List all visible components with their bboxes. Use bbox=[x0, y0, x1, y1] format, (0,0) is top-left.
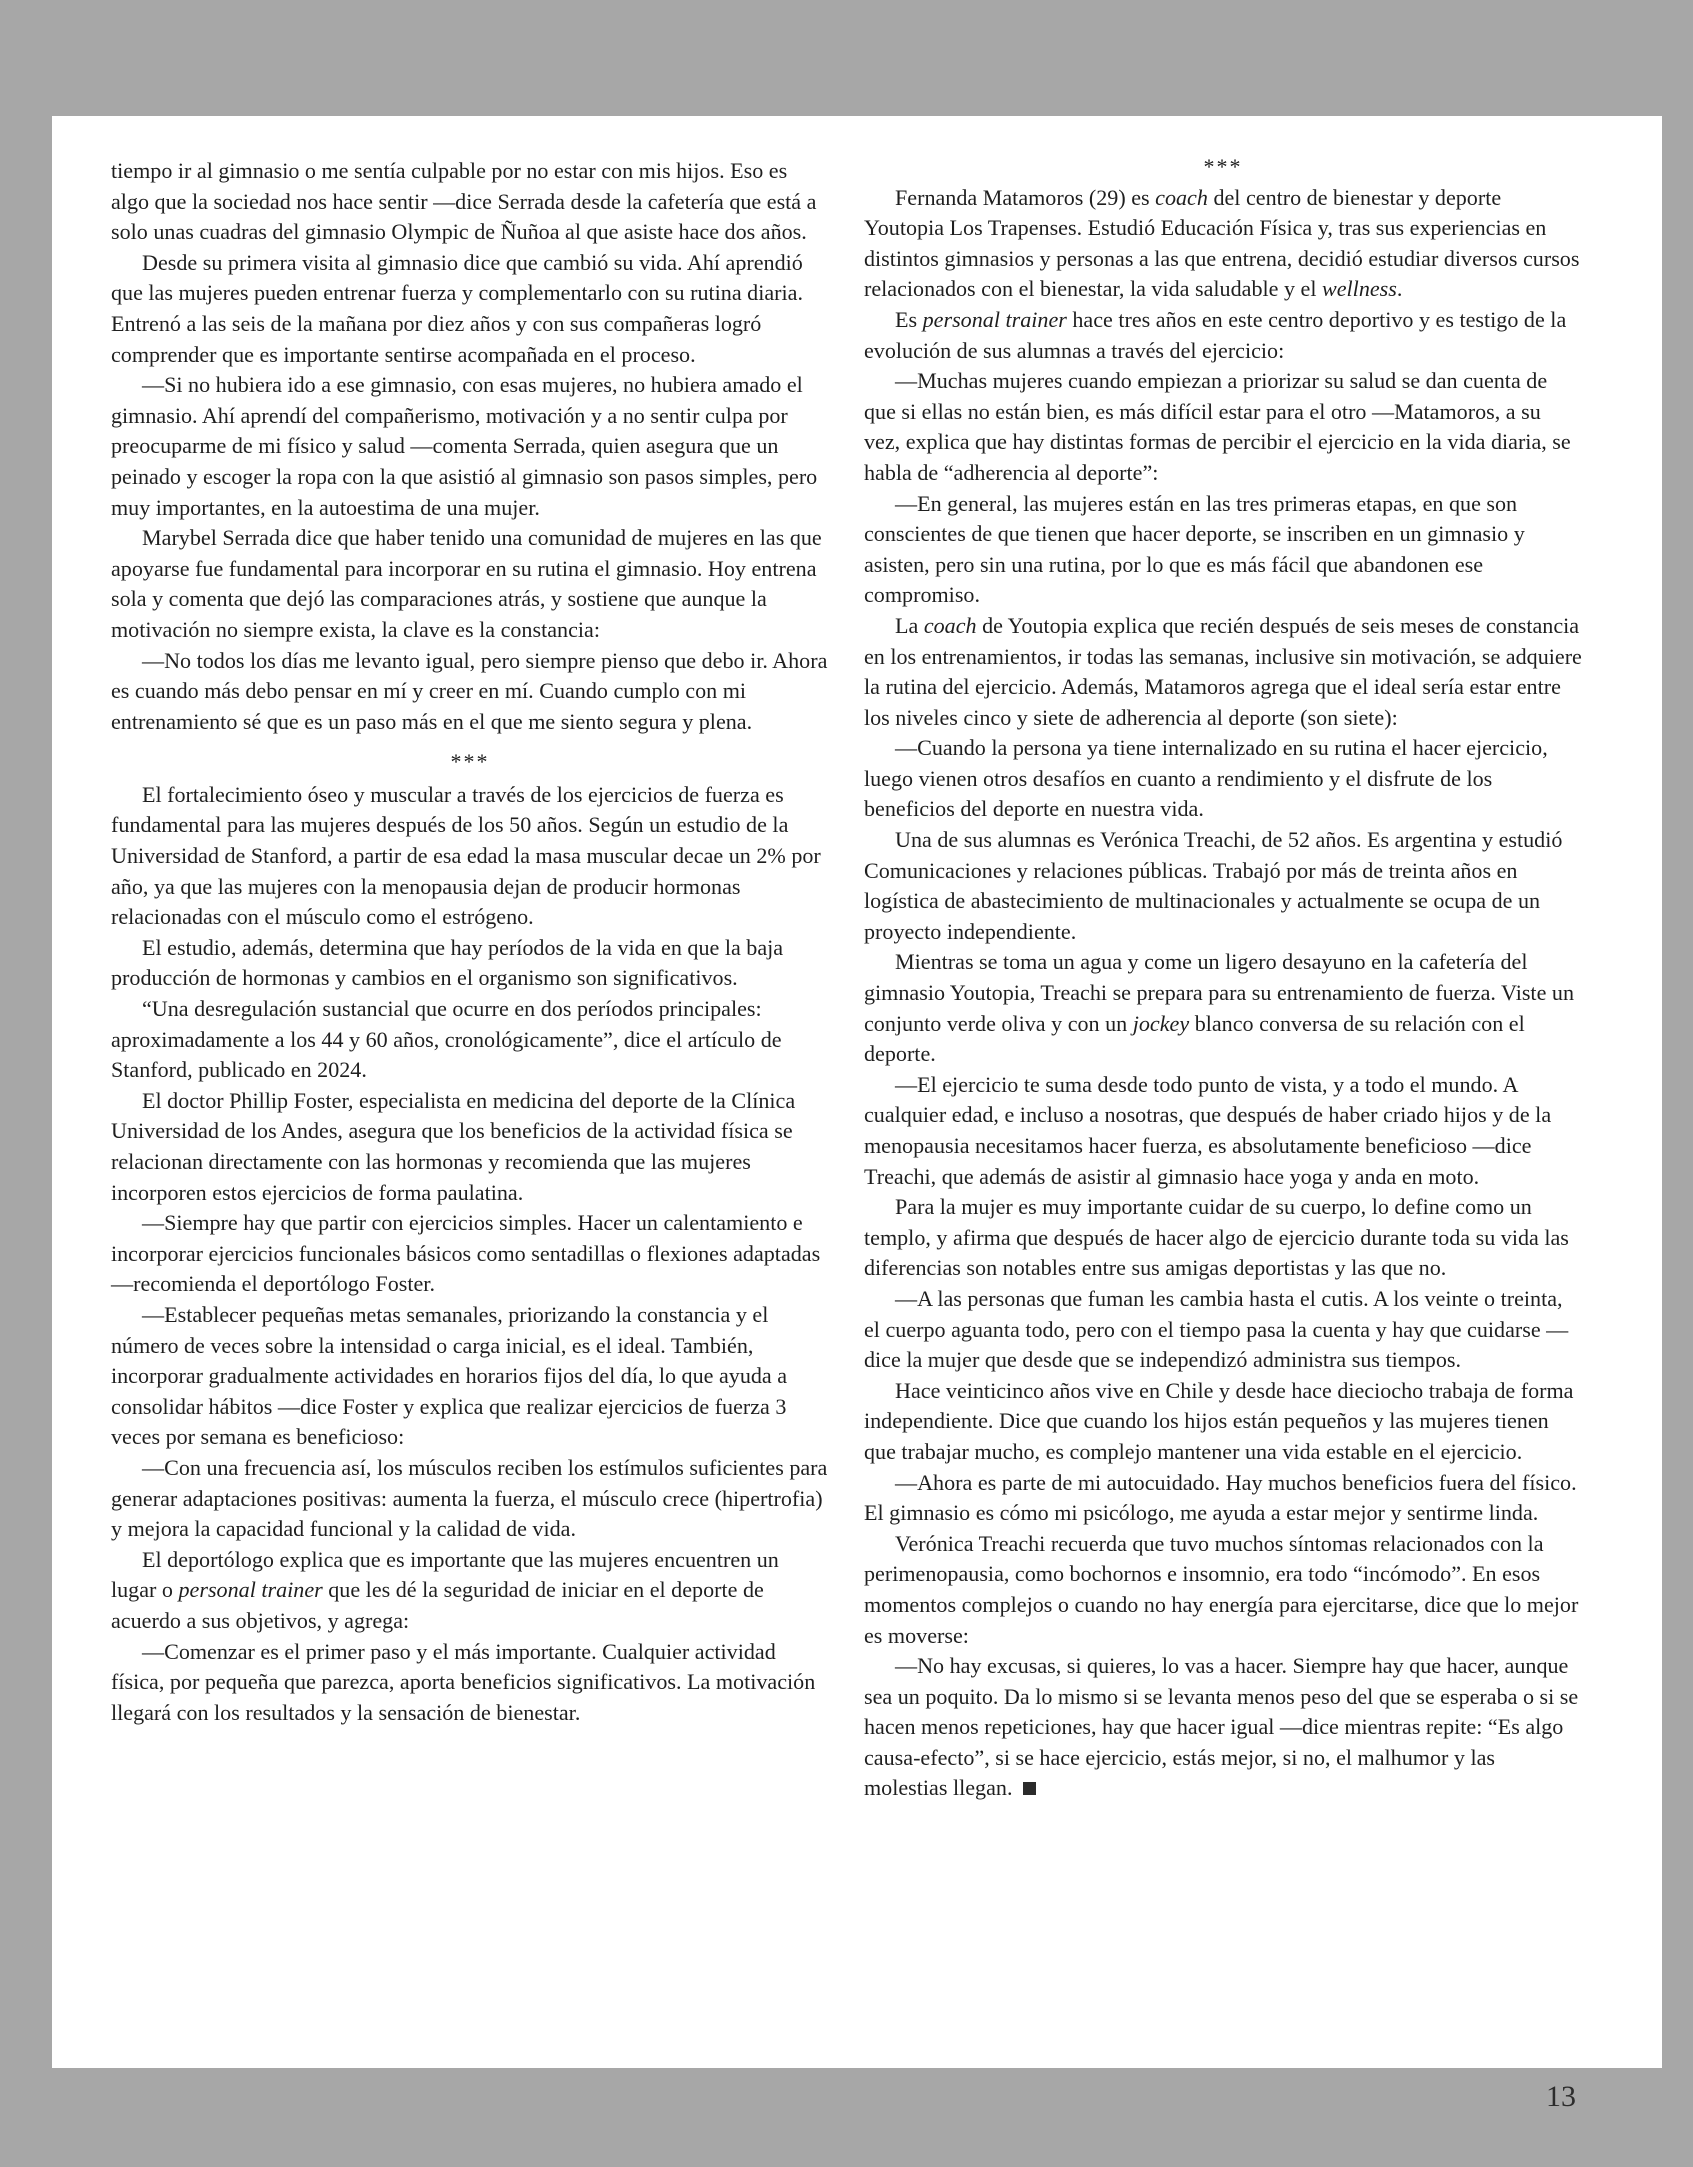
italic-term: coach bbox=[1155, 184, 1208, 210]
quote-paragraph: —Comenzar es el primer paso y el más importante. Cualquier actividad física, por pequeña que parezca, aporta beneficios significativos. La motivación llegará con los resultados y la sensación de bienestar. bbox=[111, 1638, 816, 1725]
end-of-article-square-icon bbox=[1023, 1782, 1036, 1795]
right-column bbox=[864, 152, 1582, 1804]
paragraph: Marybel Serrada dice que haber tenido una comunidad de mujeres en las que apoyarse fue fundamental para incorporar en su rutina el gimnasio. Hoy entrena sola y comenta que dejó las comparaciones atrás, y sostiene que aunque la motivación no siempre exista, la clave es la constancia: bbox=[111, 525, 822, 642]
quote-paragraph: —No todos los días me levanto igual, pero siempre pienso que debo ir. Ahora es cuando más debo pensar en mí y creer en mí. Cuando cumplo con mi entrenamiento sé que es un paso más en el que me siento segura y plena. bbox=[111, 647, 828, 734]
text-run: del centro de bienestar y deporte Youtopia Los Trapenses. Estudió Educación Física y, tras sus experiencias en distintos gimnasios y personas a las que entrena, decidió estudiar diversos cursos relacionados con el bienestar, la vida saludable y el bbox=[864, 184, 1580, 302]
quote-paragraph: —Si no hubiera ido a ese gimnasio, con esas mujeres, no hubiera amado el gimnasio. Ahí aprendí del compañerismo, motivación y a no sentir culpa por preocuparme de mi físico y salud —comenta Serrada, quien asegura que un peinado y escoger la ropa con la que asistió al gimnasio son pasos simples, pero muy importantes, en la autoestima de una mujer. bbox=[111, 372, 818, 520]
paragraph bbox=[864, 183, 1582, 305]
text-run: . bbox=[1396, 276, 1403, 302]
paragraph: El estudio, además, determina que hay períodos de la vida en que la baja producción de hormonas y cambios en el organismo son significativos. bbox=[111, 934, 784, 991]
quote-paragraph: “Una desregulación sustancial que ocurre en dos períodos principales: aproximadamente a los 44 y 60 años, cronológicamente”, dice el artículo de Stanford, publicado en 2024. bbox=[111, 996, 782, 1083]
paragraph: Desde su primera visita al gimnasio dice que cambió su vida. Ahí aprendió que las mujeres pueden entrenar fuerza y complementarlo con su rutina diaria. Entrenó a las seis de la mañana por diez años y con sus compañeras logró comprender que es importante sentirse acompañada en el proceso. bbox=[111, 249, 803, 367]
quote-paragraph: —Muchas mujeres cuando empiezan a priorizar su salud se dan cuenta de que si ellas no están bien, es más difícil estar para el otro —Matamoros, a su vez, explica que hay distintas formas de percibir el ejercicio en la vida diaria, se habla de “adherencia al deporte”: bbox=[864, 368, 1571, 485]
italic-term: personal trainer bbox=[178, 1577, 323, 1603]
quote-paragraph: —A las personas que fuman les cambia hasta el cutis. A los veinte o treinta, el cuerpo aguanta todo, pero con el tiempo pasa la cuenta y hay que cuidarse —dice la mujer que desde que se independizó administra sus tiempos. bbox=[864, 1285, 1569, 1373]
paragraph: Para la mujer es muy importante cuidar de su cuerpo, lo define como un templo, y afirma que después de hacer algo de ejercicio durante toda su vida las diferencias son notables entre sus amigas deportistas y las que no. bbox=[864, 1194, 1569, 1281]
paragraph bbox=[864, 305, 1582, 366]
text-run: Es bbox=[895, 306, 923, 332]
quote-paragraph: —Cuando la persona ya tiene internalizado en su rutina el hacer ejercicio, luego vienen otros desafíos en cuanto a rendimiento y el disfrute de los beneficios del deporte en nuestra vida. bbox=[864, 735, 1548, 822]
section-separator: *** bbox=[450, 749, 490, 775]
paragraph bbox=[864, 611, 1582, 733]
text-run: Mientras se toma un agua y come un ligero desayuno en la cafetería del gimnasio Youtopia, Treachi se prepara para su entrenamiento de fuerza. Viste un conjunto verde oliva y con un bbox=[864, 949, 1574, 1036]
paragraph bbox=[864, 947, 1582, 1069]
text-run: blanco conversa de su relación con el deporte. bbox=[864, 1010, 1525, 1067]
quote-paragraph: —En general, las mujeres están en las tres primeras etapas, en que son conscientes de que tienen que hacer deporte, se inscriben en un gimnasio y asisten, pero sin una rutina, por lo que es más fácil que abandonen ese compromiso. bbox=[864, 490, 1525, 608]
text-run: El deportólogo explica que es importante que las mujeres encuentren un lugar o bbox=[111, 1546, 779, 1603]
quote-paragraph: —El ejercicio te suma desde todo punto de vista, y a todo el mundo. A cualquier edad, e incluso a nosotras, que después de haber criado hijos y de la menopausia necesitamos hacer fuerza, es absolutamente beneficioso —dice Treachi, que además de asistir al gimnasio hace yoga y anda en moto. bbox=[864, 1071, 1552, 1189]
paragraph: Hace veinticinco años vive en Chile y desde hace dieciocho trabaja de forma independiente. Dice que cuando los hijos están pequeños y las mujeres tienen que trabajar mucho, es complejo mantener una vida estable en el ejercicio. bbox=[864, 1377, 1574, 1464]
magazine-page bbox=[52, 116, 1662, 2068]
paragraph: El fortalecimiento óseo y muscular a través de los ejercicios de fuerza es fundamental para las mujeres después de los 50 años. Según un estudio de la Universidad de Stanford, a partir de esa edad la masa muscular decae un 2% por año, ya que las mujeres con la menopausia dejan de producir hormonas relacionadas con el músculo como el estrógeno. bbox=[111, 781, 821, 930]
italic-term: coach bbox=[923, 612, 977, 638]
paragraph: Una de sus alumnas es Verónica Treachi, de 52 años. Es argentina y estudió Comunicaciones y relaciones públicas. Trabajó por más de treinta años en logística de abastecimiento de multinacionales y actualmente se ocupa de un proyecto independiente. bbox=[864, 827, 1563, 944]
quote-paragraph: —Ahora es parte de mi autocuidado. Hay muchos beneficios fuera del físico. El gimnasio es cómo mi psicólogo, me ayuda a estar mejor y sentirme linda. bbox=[864, 1469, 1577, 1526]
italic-term: personal trainer bbox=[922, 306, 1067, 332]
quote-paragraph bbox=[864, 1651, 1582, 1804]
quote-paragraph: —Siempre hay que partir con ejercicios simples. Hacer un calentamiento e incorporar ejercicios funcionales básicos como sentadillas o flexiones adaptadas —recomienda el deportólogo Foster. bbox=[111, 1210, 821, 1297]
left-column bbox=[111, 156, 829, 1728]
text-run: que les dé la seguridad de iniciar en el deporte de acuerdo a sus objetivos, y agrega: bbox=[111, 1577, 764, 1633]
text-run: Fernanda Matamoros (29) es bbox=[895, 184, 1156, 210]
quote-paragraph: —Con una frecuencia así, los músculos reciben los estímulos suficientes para generar adaptaciones positivas: aumenta la fuerza, el músculo crece (hipertrofia) y mejora la capacidad funcional y la calidad de vida. bbox=[111, 1454, 828, 1542]
italic-term: wellness bbox=[1322, 276, 1397, 302]
paragraph: Verónica Treachi recuerda que tuvo muchos síntomas relacionados con la perimenopausia, como bochornos e insomnio, era todo “incómodo”. En esos momentos complejos o cuando no hay energía para ejercitarse, dice que lo mejor es moverse: bbox=[864, 1530, 1579, 1648]
page-number: 13 bbox=[1546, 2080, 1576, 2113]
italic-term: jockey bbox=[1132, 1010, 1190, 1036]
text-run: —No hay excusas, si quieres, lo vas a hacer. Siempre hay que hacer, aunque sea un poquito. Da lo mismo si se levanta menos peso del que se esperaba o si se hacen menos repeticiones, hay que hacer igual —dice mientras repite: “Es algo causa-efecto”, si se hace ejercicio, estás mejor, si no, el malhumor y las molestias llegan. bbox=[864, 1653, 1579, 1801]
text-run: La bbox=[895, 612, 924, 638]
text-run: hace tres años en este centro deportivo y es testigo de la evolución de sus alumnas a través del ejercicio: bbox=[864, 306, 1567, 363]
paragraph: tiempo ir al gimnasio o me sentía culpable por no estar con mis hijos. Eso es algo que la sociedad nos hace sentir —dice Serrada desde la cafetería que está a solo unas cuadras del gimnasio Olympic de Ñuñoa al que asiste hace dos años. bbox=[111, 158, 817, 245]
quote-paragraph: —Establecer pequeñas metas semanales, priorizando la constancia y el número de veces sobre la intensidad o carga inicial, es el ideal. También, incorporar gradualmente actividades en horarios fijos del día, lo que ayuda a consolidar hábitos —dice Foster y explica que realizar ejercicios de fuerza 3 veces por semana es beneficioso: bbox=[111, 1301, 788, 1450]
paragraph: El doctor Phillip Foster, especialista en medicina del deporte de la Clínica Universidad de los Andes, asegura que los beneficios de la actividad física se relacionan directamente con las hormonas y recomienda que las mujeres incorporen estos ejercicios de forma paulatina. bbox=[111, 1087, 796, 1205]
paragraph bbox=[111, 1545, 829, 1637]
section-separator: *** bbox=[1203, 154, 1243, 179]
text-run: de Youtopia explica que recién después de seis meses de constancia en los entrenamientos, ir todas las semanas, inclusive sin motivación, se adquiere la rutina del ejercicio. Además, Matamoros agrega que el ideal sería estar entre los niveles cinco y siete de adherencia al deporte (son siete): bbox=[864, 612, 1582, 730]
